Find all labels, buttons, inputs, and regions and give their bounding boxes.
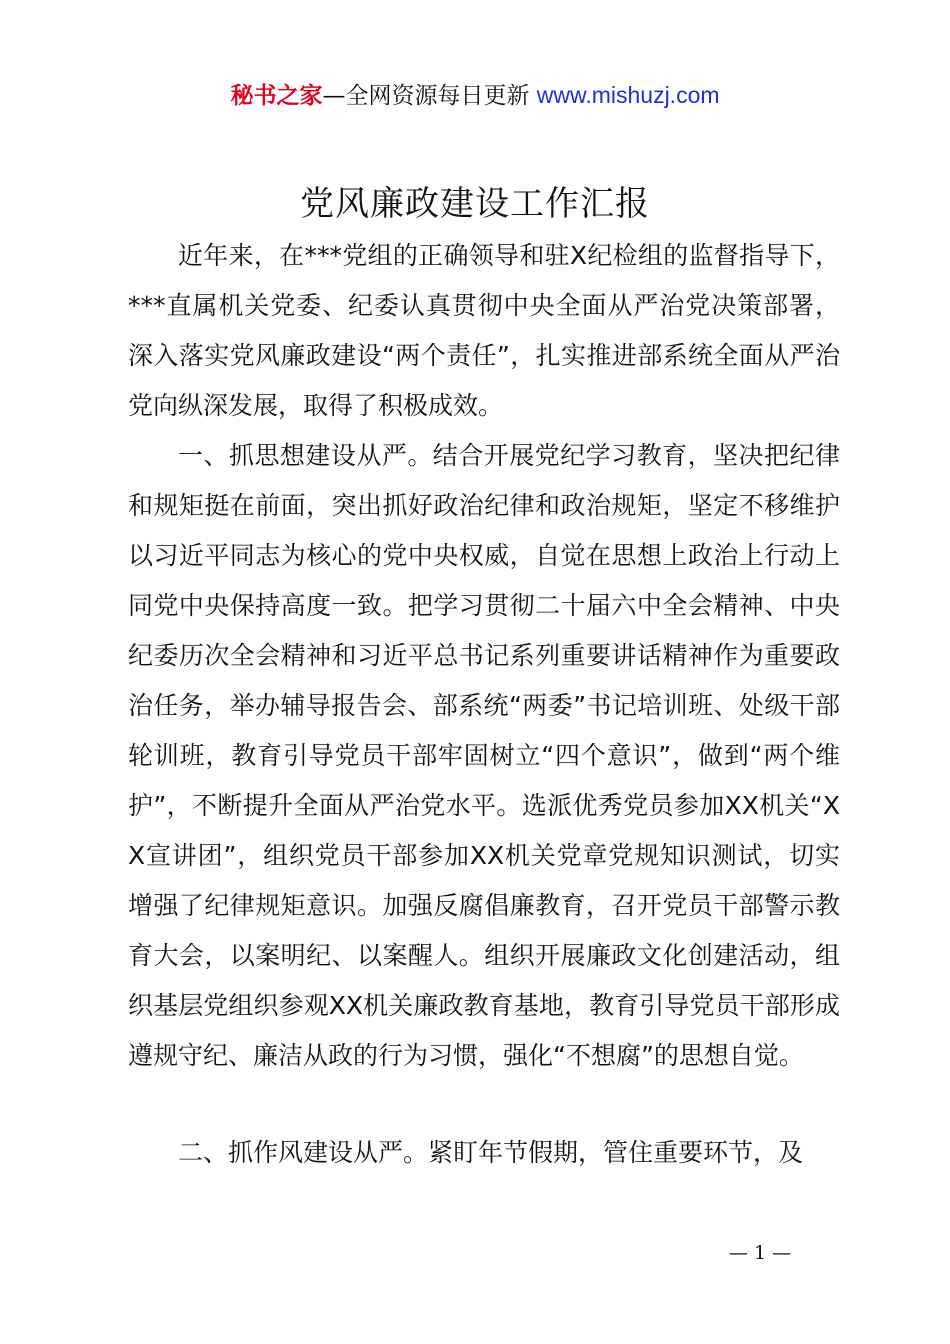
header-tagline: —全网资源每日更新: [322, 83, 530, 109]
site-url-link[interactable]: www.mishuzj.com: [536, 82, 720, 108]
paragraph-section-1: 一、抓思想建设从严。结合开展党纪学习教育，坚决把纪律和规矩挺在前面，突出抓好政治纪律和政治规矩，坚定不移维护以习近平同志为核心的党中央权威，自觉在思想上政治上行动上同党中央保持高度一致。把学习贯彻二十届六中全会精神、中央纪委历次全会精神和习近平总书记系列重要讲话精神作为重要政治任务，举办辅导报告会、部系统“两委”书记培训班、处级干部轮训班，教育引导党员干部牢固树立“四个意识”，做到“两个维护”，不断提升全面从严治党水平。选派优秀党员参加XX机关“XX宣讲团”，组织党员干部参加XX机关党章党规知识测试，切实增强了纪律规矩意识。加强反腐倡廉教育，召开党员干部警示教育大会，以案明纪、以案醒人。组织开展廉政文化创建活动，组织基层党组织参观XX机关廉政教育基地，教育引导党员干部形成遵规守纪、廉洁从政的行为习惯，强化“不想腐”的思想自觉。: [128, 441, 840, 1070]
paragraph-intro: 近年来，在***党组的正确领导和驻X纪检组的监督指导下，***直属机关党委、纪委认真贯彻中央全面从严治党决策部署，深入落实党风廉政建设“两个责任”，扎实推进部系统全面从严治党向纵深发展，取得了积极成效。: [128, 241, 840, 420]
site-header: [0, 78, 950, 113]
paragraph-section-2: 二、抓作风建设从严。紧盯年节假期，管住重要环节，及: [178, 1138, 804, 1167]
brand-name: 秘书之家: [230, 83, 323, 109]
page-number: — 1 —: [728, 1242, 792, 1264]
document-title: 党风廉政建设工作汇报: [300, 184, 650, 224]
